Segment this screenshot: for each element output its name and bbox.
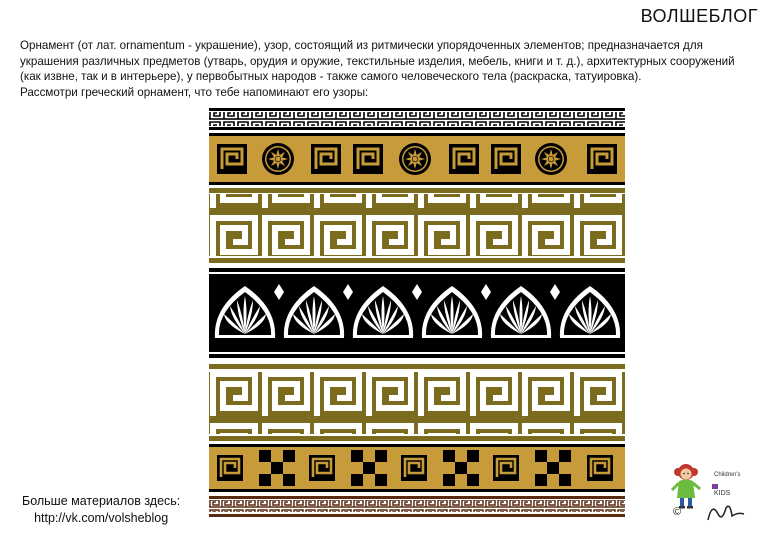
greek-ornament-plate	[209, 108, 625, 522]
footer-caption: Больше материалов здесь:	[22, 494, 181, 508]
copyright-mark: ©	[673, 506, 682, 518]
logo-brand-small: KIDS	[714, 490, 731, 497]
band-checkers	[209, 444, 625, 492]
footer	[22, 493, 180, 527]
intro-text	[20, 38, 760, 100]
band-meander-1	[209, 188, 625, 266]
brand-title: ВОЛШЕБЛОГ	[640, 6, 758, 26]
band-palmettes	[209, 268, 625, 358]
band-small-key-top	[209, 108, 625, 130]
footer-link[interactable]: http://vk.com/volsheblog	[34, 511, 169, 525]
band-rosettes	[209, 133, 625, 185]
intro-line-4: Рассмотри греческий орнамент, что тебе напоминают его узоры:	[20, 85, 369, 99]
intro-line-3: (как извне, так и в интерьере), у первобытных народов - также самого человеческого тела (раскраска, татуировка).	[20, 70, 642, 83]
band-small-key-bottom	[209, 496, 625, 517]
intro-line-2: украшения различных предметов (утварь, орудия и оружие, текстильные изделия, мебель, книги и т. д.), архитектурных сооружений	[20, 54, 735, 68]
band-meander-2	[209, 364, 625, 442]
intro-line-1: Орнамент (от лат. ornamentum - украшение), узор, состоящий из ритмически упорядоченных элементов; предназначается для	[20, 39, 703, 52]
logo-tag: Children's	[714, 472, 741, 478]
